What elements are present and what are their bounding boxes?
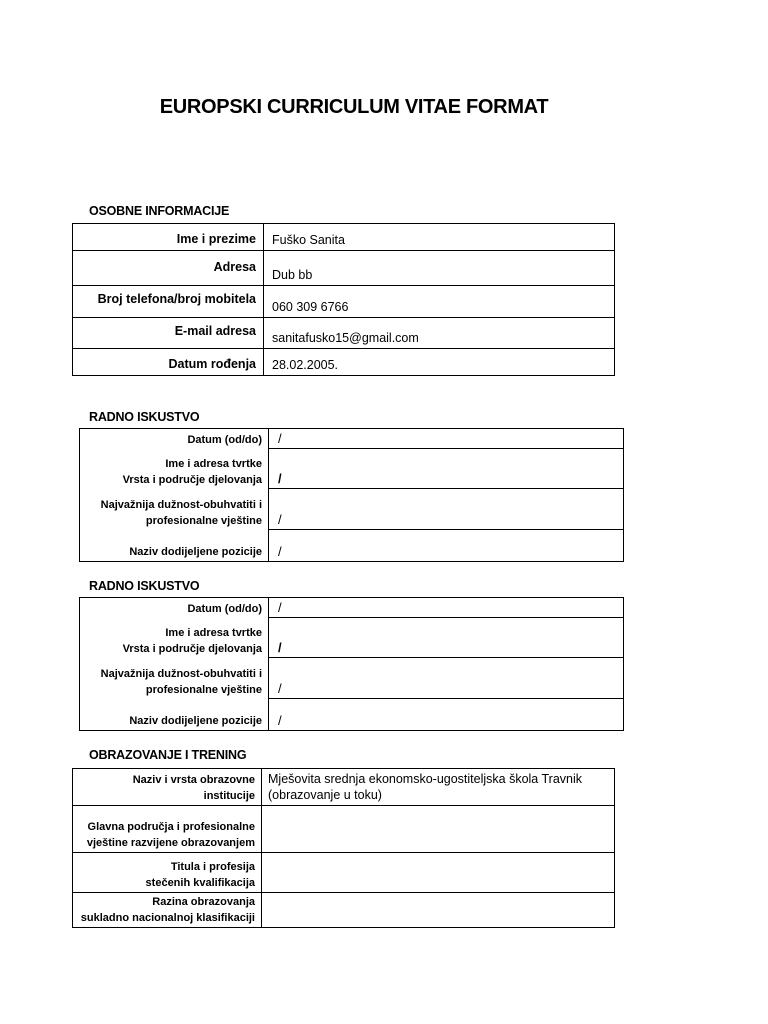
field-label: Naziv dodijeljene pozicije xyxy=(80,530,269,562)
field-value: 28.02.2005. xyxy=(264,349,615,376)
table-row xyxy=(80,489,624,530)
table-row xyxy=(73,769,615,806)
field-label: E-mail adresa xyxy=(73,318,264,349)
field-value: Dub bb xyxy=(264,251,615,286)
table-row xyxy=(73,224,615,251)
table-row xyxy=(73,318,615,349)
field-value: / xyxy=(269,530,624,562)
field-value: sanitafusko15@gmail.com xyxy=(264,318,615,349)
field-label: Titula i profesija stečenih kvalifikacija xyxy=(73,853,262,893)
field-value: / xyxy=(269,618,624,658)
education-table xyxy=(72,768,615,928)
field-label: Ime i adresa tvrtke Vrsta i područje djelovanja xyxy=(80,449,269,489)
field-value: Fuško Sanita xyxy=(264,224,615,251)
field-label: Najvažnija dužnost-obuhvatiti i profesionalne vještine xyxy=(80,489,269,530)
field-value: / xyxy=(269,658,624,699)
field-label: Datum (od/do) xyxy=(80,429,269,449)
table-row xyxy=(80,530,624,562)
field-value: / xyxy=(269,489,624,530)
field-value: / xyxy=(269,699,624,731)
section-heading-experience-2: RADNO ISKUSTVO xyxy=(89,579,200,593)
page-title: EUROPSKI CURRICULUM VITAE FORMAT xyxy=(159,96,549,118)
field-value xyxy=(262,853,615,893)
table-row xyxy=(80,598,624,618)
table-row xyxy=(80,429,624,449)
field-label: Glavna područja i profesionalne vještine razvijene obrazovanjem xyxy=(73,806,262,853)
field-value: Mješovita srednja ekonomsko-ugostiteljska škola Travnik (obrazovanje u toku) xyxy=(262,769,615,806)
field-value xyxy=(262,806,615,853)
table-row xyxy=(73,286,615,318)
field-value: / xyxy=(269,449,624,489)
table-row xyxy=(73,349,615,376)
field-label: Adresa xyxy=(73,251,264,286)
work-experience-table-1 xyxy=(79,428,624,562)
table-row xyxy=(80,449,624,489)
table-row xyxy=(73,853,615,893)
field-label: Naziv dodijeljene pozicije xyxy=(80,699,269,731)
field-label: Datum (od/do) xyxy=(80,598,269,618)
field-value: / xyxy=(269,598,624,618)
table-row xyxy=(73,251,615,286)
table-row xyxy=(73,893,615,928)
field-label: Datum rođenja xyxy=(73,349,264,376)
field-label: Naziv i vrsta obrazovne institucije xyxy=(73,769,262,806)
field-value: 060 309 6766 xyxy=(264,286,615,318)
field-label: Ime i adresa tvrtke Vrsta i područje djelovanja xyxy=(80,618,269,658)
field-label: Najvažnija dužnost-obuhvatiti i profesionalne vještine xyxy=(80,658,269,699)
field-value: / xyxy=(269,429,624,449)
field-label: Ime i prezime xyxy=(73,224,264,251)
section-heading-experience-1: RADNO ISKUSTVO xyxy=(89,410,200,424)
field-label: Broj telefona/broj mobitela xyxy=(73,286,264,318)
table-row xyxy=(73,806,615,853)
table-row xyxy=(80,699,624,731)
field-label: Razina obrazovanja sukladno nacionalnoj klasifikaciji xyxy=(73,893,262,928)
personal-info-table xyxy=(72,223,615,376)
table-row xyxy=(80,618,624,658)
section-heading-personal: OSOBNE INFORMACIJE xyxy=(89,204,230,218)
work-experience-table-2 xyxy=(79,597,624,731)
field-value xyxy=(262,893,615,928)
section-heading-education: OBRAZOVANJE I TRENING xyxy=(89,748,247,762)
table-row xyxy=(80,658,624,699)
